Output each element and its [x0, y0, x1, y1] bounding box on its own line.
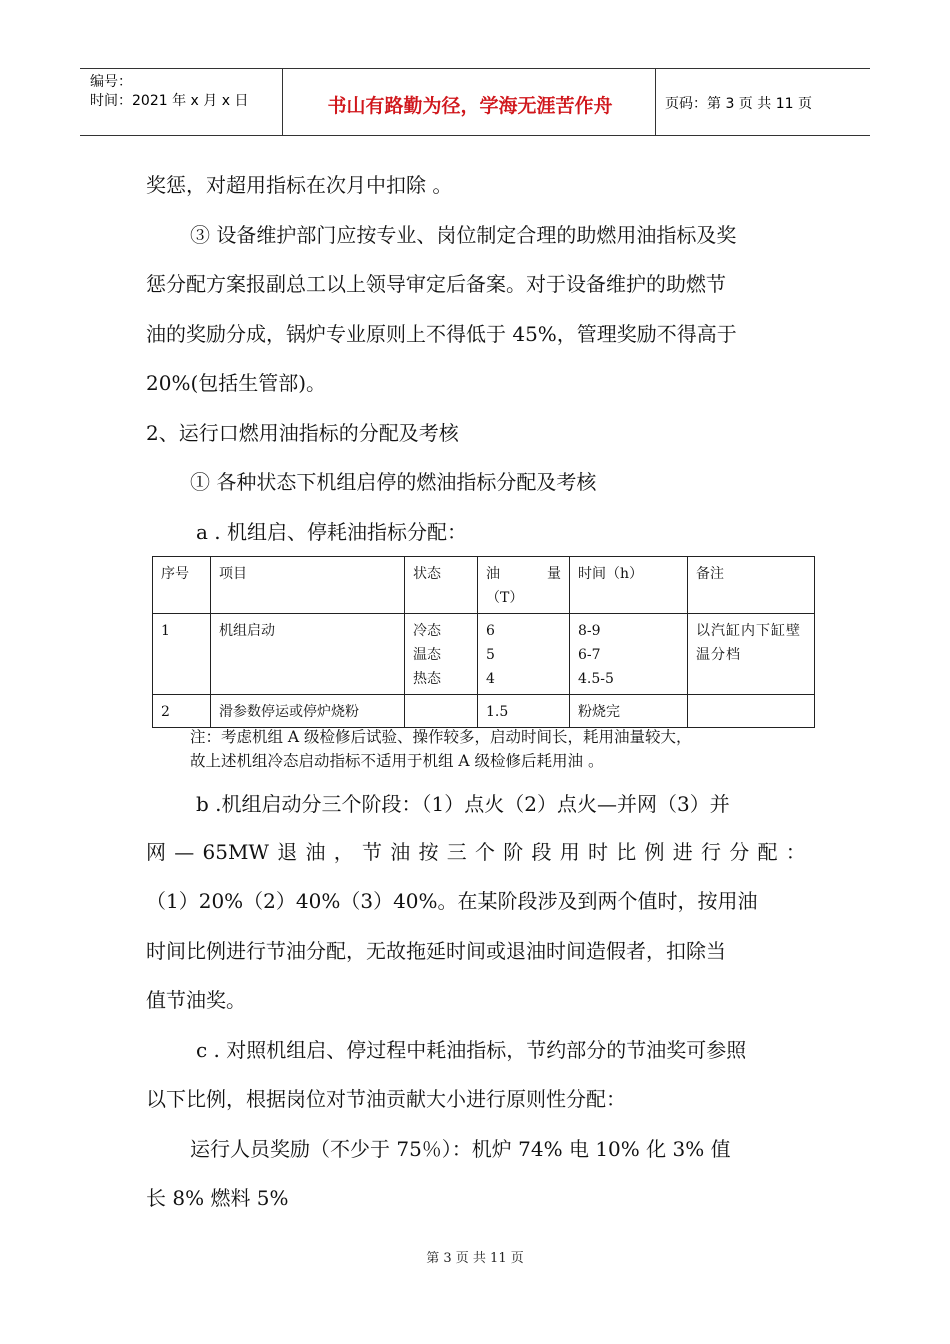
justified-word: 例 [644, 840, 665, 864]
table-header-cell: 备注 [688, 557, 815, 614]
table-header-cell: 时间（h） [570, 557, 688, 614]
paragraph-line: 20%(包括生管部)。 [146, 371, 327, 395]
time-value: 6-7 [578, 647, 601, 663]
oil-value: 6 [486, 623, 495, 639]
page-footer: 第 3 页 共 11 页 [426, 1251, 524, 1266]
subsection-heading: a . 机组启、停耗油指标分配： [196, 520, 467, 544]
justified-word: 阶 [503, 840, 524, 864]
table-header-cell: 状态 [405, 557, 478, 614]
justified-word: 进 [672, 840, 693, 864]
table-cell [405, 695, 478, 728]
paragraph-line: b .机组启动分三个阶段：（1）点火（2）点火—并网（3）并 [196, 792, 730, 816]
paragraph-line: 运行人员奖励（不少于 75％）：机炉 74% 电 10% 化 3% 值 [190, 1137, 731, 1161]
paragraph-line: 时间比例进行节油分配，无故拖延时间或退油时间造假者，扣除当 [146, 939, 726, 963]
time-value: 4.5-5 [578, 671, 614, 687]
table-cell: 1.5 [478, 695, 570, 728]
table-cell: 机组启动 [211, 614, 405, 695]
table-header-cell: 序号 [153, 557, 211, 614]
oil-index-table [152, 556, 815, 728]
paragraph-line: c . 对照机组启、停过程中耗油指标，节约部分的节油奖可参照 [196, 1038, 747, 1062]
justified-word: 配 [757, 840, 778, 864]
paragraph-line: （1）20%（2）40%（3）40%。在某阶段涉及到两个值时，按用油 [146, 889, 758, 913]
table-cell [478, 614, 570, 695]
header-page-info: 页码：第 3 页 共 11 页 [665, 96, 812, 112]
justified-word: 个 [474, 840, 495, 864]
oil-value: 4 [486, 671, 495, 687]
justified-word: 段 [531, 840, 552, 864]
paragraph-line-justified [146, 839, 806, 865]
justified-word: 退 [277, 840, 298, 864]
justified-word: 节 [361, 840, 382, 864]
justified-word: 时 [587, 840, 608, 864]
table-cell: 粉烧完 [570, 695, 688, 728]
table-cell: 2 [153, 695, 211, 728]
header-oil-char: 油 [486, 566, 500, 582]
table-note: 注：考虑机组 A 级检修后试验、操作较多，启动时间长，耗用油量较大， [190, 728, 692, 746]
justified-word: 按 [418, 840, 439, 864]
state-value: 冷态 [413, 623, 441, 639]
justified-word: 三 [446, 840, 467, 864]
state-value: 温态 [413, 647, 441, 663]
header-oil-unit: （T） [486, 590, 524, 606]
oil-value: 5 [486, 647, 495, 663]
number-label: 编号： [90, 74, 132, 90]
justified-word: 分 [729, 840, 750, 864]
justified-word: ， [333, 840, 354, 864]
table-row [153, 695, 815, 728]
justified-word: — [174, 840, 195, 864]
justified-word: 油 [305, 840, 326, 864]
paragraph-line: 以下比例，根据岗位对节油贡献大小进行原则性分配： [146, 1087, 626, 1111]
table-cell [570, 614, 688, 695]
date-label: 时间：2021 年 x 月 x 日 [90, 93, 249, 109]
section-heading: 2、运行口燃用油指标的分配及考核 [146, 421, 459, 445]
justified-word: 65MW [202, 840, 269, 864]
justified-word: 行 [700, 840, 721, 864]
table-header-row [153, 557, 815, 614]
justified-word: 比 [616, 840, 637, 864]
table-cell: 滑参数停运或停炉烧粉 [211, 695, 405, 728]
header-meta [90, 73, 248, 111]
table-row [153, 614, 815, 695]
table-header-cell: 项目 [211, 557, 405, 614]
table-header-cell [478, 557, 570, 614]
page-header [80, 68, 870, 136]
table-cell: 1 [153, 614, 211, 695]
paragraph-line: 值节油奖。 [146, 988, 246, 1012]
justified-word: 用 [559, 840, 580, 864]
table-cell: 以汽缸内下缸壁温分档 [688, 614, 815, 695]
paragraph-line: 长 8% 燃料 5% [146, 1186, 289, 1210]
header-oil-char: 量 [547, 566, 561, 582]
paragraph-line: ③ 设备维护部门应按专业、岗位制定合理的助燃用油指标及奖 [190, 223, 737, 247]
justified-word: 网 [146, 840, 166, 864]
justified-word: ： [785, 840, 806, 864]
table-cell [688, 695, 815, 728]
paragraph-line: 惩分配方案报副总工以上领导审定后备案。对于设备维护的助燃节 [146, 272, 726, 296]
header-divider [655, 69, 656, 135]
table-note: 故上述机组冷态启动指标不适用于机组 A 级检修后耗用油 。 [190, 752, 604, 770]
subsection-heading: ① 各种状态下机组启停的燃油指标分配及考核 [190, 470, 597, 494]
justified-word: 油 [390, 840, 411, 864]
header-motto: 书山有路勤为径，学海无涯苦作舟 [327, 95, 613, 117]
state-value: 热态 [413, 671, 441, 687]
paragraph-line: 奖惩，对超用指标在次月中扣除 。 [146, 173, 453, 197]
time-value: 8-9 [578, 623, 601, 639]
paragraph-line: 油的奖励分成，锅炉专业原则上不得低于 45%，管理奖励不得高于 [146, 322, 737, 346]
table-cell [405, 614, 478, 695]
